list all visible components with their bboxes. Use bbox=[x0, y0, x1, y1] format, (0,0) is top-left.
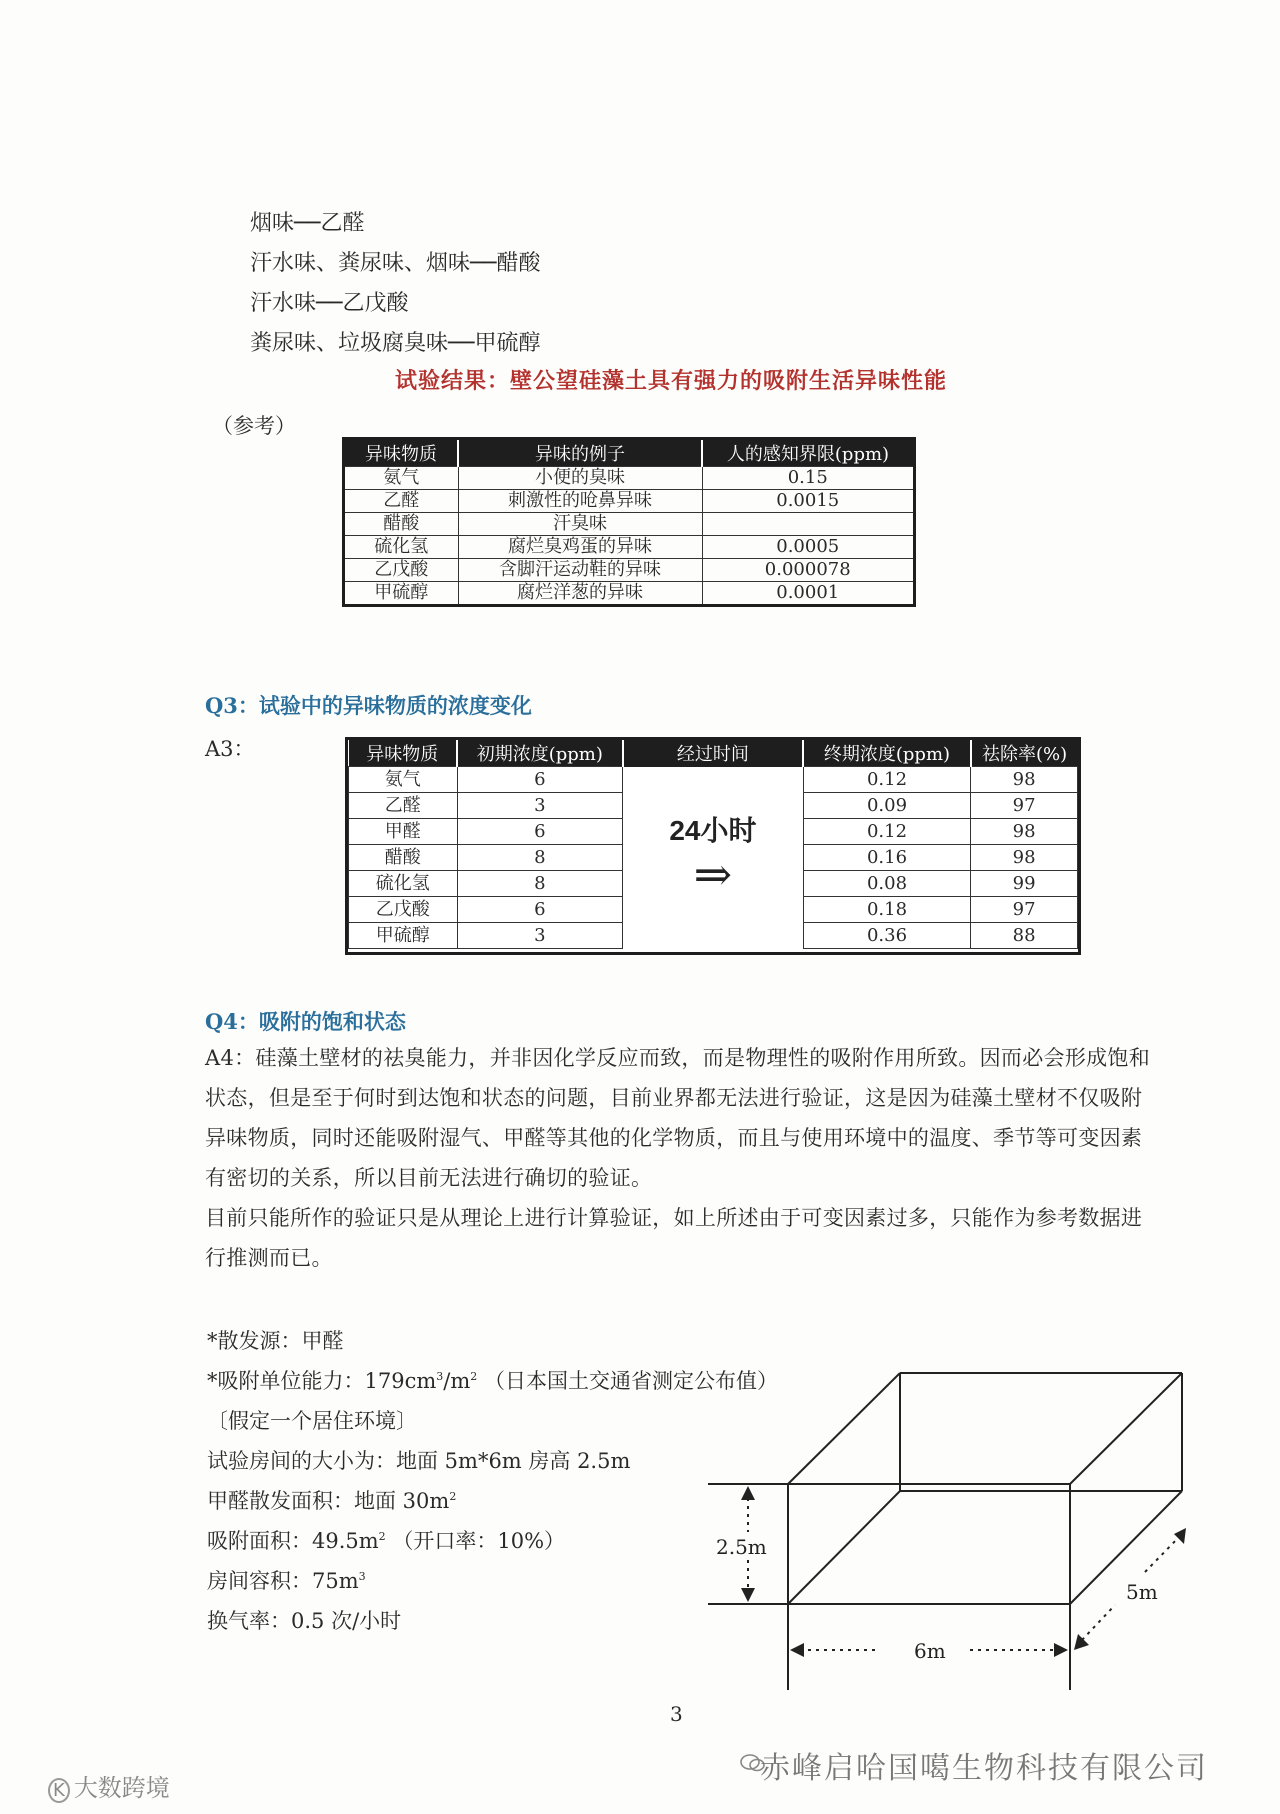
table-cell: 腐烂臭鸡蛋的异味 bbox=[458, 536, 702, 559]
table-header: 异味的例子 bbox=[458, 439, 702, 467]
table-cell: 乙戊酸 bbox=[344, 559, 459, 582]
depth-label: 5m bbox=[1126, 1580, 1158, 1604]
table-cell: 98 bbox=[971, 845, 1078, 871]
room-front-face bbox=[788, 1484, 1070, 1604]
table-header: 祛除率(%) bbox=[971, 740, 1078, 767]
table-cell: 乙戊酸 bbox=[349, 897, 458, 923]
right-arrow-icon: ⇒ bbox=[693, 847, 733, 901]
room-volume bbox=[207, 1565, 366, 1595]
table-cell: 0.0015 bbox=[702, 490, 915, 513]
table-cell: 6 bbox=[457, 819, 623, 845]
table-cell: 0.15 bbox=[702, 467, 915, 490]
room-volume-text: 房间容积：75m bbox=[207, 1569, 359, 1593]
arrowhead-icon bbox=[741, 1588, 755, 1602]
table-header: 经过时间 bbox=[623, 740, 804, 767]
table-cell: 0.18 bbox=[803, 897, 971, 923]
a3-label: A3： bbox=[205, 737, 255, 761]
table-cell: 乙醛 bbox=[344, 490, 459, 513]
table-cell: 0.12 bbox=[803, 819, 971, 845]
table-cell: 氨气 bbox=[344, 467, 459, 490]
table-cell: 甲醛 bbox=[349, 819, 458, 845]
table-cell: 硫化氢 bbox=[344, 536, 459, 559]
table-cell: 醋酸 bbox=[349, 845, 458, 871]
table-cell: 甲硫醇 bbox=[349, 923, 458, 949]
table-cell: 98 bbox=[971, 767, 1078, 793]
site-watermark bbox=[48, 1768, 170, 1803]
elapsed-time-label: 24小时 bbox=[669, 815, 757, 846]
odor-threshold-table bbox=[342, 437, 916, 607]
capacity-text: *吸附单位能力：179cm bbox=[207, 1369, 437, 1393]
result-title: 试验结果：壁公望硅藻土具有强力的吸附生活异味性能 bbox=[395, 368, 948, 394]
table-cell: 88 bbox=[971, 923, 1078, 949]
odor-line-3: 汗水味──乙戊酸 bbox=[250, 291, 409, 316]
table-cell: 8 bbox=[457, 845, 623, 871]
q4-heading: Q4：吸附的饱和状态 bbox=[205, 1009, 406, 1034]
table-cell bbox=[702, 513, 915, 536]
odor-line-1: 烟味──乙醛 bbox=[250, 211, 365, 236]
table-header-row bbox=[349, 740, 1078, 767]
arrowhead-icon bbox=[741, 1486, 755, 1500]
table-row bbox=[344, 536, 915, 559]
table-cell: 0.0001 bbox=[702, 582, 915, 606]
table-cell: 8 bbox=[457, 871, 623, 897]
table-cell: 0.12 bbox=[803, 767, 971, 793]
table-cell: 小便的臭味 bbox=[458, 467, 702, 490]
concentration-table bbox=[348, 740, 1078, 949]
height-label: 2.5m bbox=[716, 1535, 767, 1559]
table-cell: 0.09 bbox=[803, 793, 971, 819]
page-number: 3 bbox=[670, 1702, 683, 1726]
arrowhead-icon bbox=[1174, 1528, 1186, 1544]
table-row bbox=[344, 559, 915, 582]
logo-icon: K bbox=[48, 1778, 70, 1803]
odor-line-4: 粪尿味、垃圾腐臭味──甲硫醇 bbox=[250, 331, 541, 356]
site-watermark-text: 大数跨境 bbox=[73, 1774, 170, 1802]
table-cell: 汗臭味 bbox=[458, 513, 702, 536]
superscript: 3 bbox=[358, 1570, 366, 1583]
table-cell: 乙醛 bbox=[349, 793, 458, 819]
environment-heading: 〔假定一个居住环境〕 bbox=[207, 1409, 417, 1433]
table-cell: 0.0005 bbox=[702, 536, 915, 559]
table-cell: 6 bbox=[457, 767, 623, 793]
table-cell: 硫化氢 bbox=[349, 871, 458, 897]
elapsed-time-cell bbox=[623, 767, 804, 949]
table-row bbox=[344, 513, 915, 536]
capacity-unit: /m bbox=[443, 1369, 471, 1393]
table-row bbox=[349, 767, 1078, 793]
ventilation-rate: 换气率：0.5 次/小时 bbox=[207, 1609, 402, 1633]
a4-paragraph-1: A4：硅藻土壁材的祛臭能力，并非因化学反应而致，而是物理性的吸附作用所致。因而必会形成饱和状态，但是至于何时到达饱和状态的问题，目前业界都无法进行验证，这是因为硅藻土壁材不仅吸附异味物质，同时还能吸附湿气、甲醛等其他的化学物质，而且与使用环境中的温度、季节等可变因素有密切的关系，所以目前无法进行确切的验证。 bbox=[205, 1046, 1151, 1190]
opening-rate: （开口率：10%） bbox=[385, 1529, 566, 1553]
width-label: 6m bbox=[914, 1639, 946, 1663]
table-cell: 0.08 bbox=[803, 871, 971, 897]
adsorption-capacity bbox=[207, 1365, 778, 1395]
q3-heading: Q3：试验中的异味物质的浓度变化 bbox=[205, 693, 532, 718]
table-cell: 3 bbox=[457, 923, 623, 949]
table-row bbox=[344, 467, 915, 490]
table-header: 初期浓度(ppm) bbox=[457, 740, 623, 767]
company-watermark: 赤峰启哈国噶生物科技有限公司 bbox=[760, 1751, 1208, 1786]
superscript: 2 bbox=[378, 1530, 386, 1543]
table-header-row bbox=[344, 439, 915, 467]
table-row bbox=[344, 582, 915, 606]
table-header: 人的感知界限(ppm) bbox=[702, 439, 915, 467]
emission-source: *散发源：甲醛 bbox=[207, 1329, 344, 1353]
room-diagram bbox=[700, 1360, 1200, 1700]
room-size: 试验房间的大小为：地面 5m*6m 房高 2.5m bbox=[207, 1449, 631, 1473]
table-row bbox=[344, 490, 915, 513]
adsorption-area bbox=[207, 1525, 565, 1555]
reference-note: （参考） bbox=[212, 414, 296, 438]
room-edge bbox=[788, 1491, 900, 1604]
table-cell: 醋酸 bbox=[344, 513, 459, 536]
table-cell: 3 bbox=[457, 793, 623, 819]
table-cell: 0.16 bbox=[803, 845, 971, 871]
table-cell: 0.36 bbox=[803, 923, 971, 949]
adsorption-area-text: 吸附面积：49.5m bbox=[207, 1529, 379, 1553]
a4-paragraph-2: 目前只能所作的验证只是从理论上进行计算验证，如上所述由于可变因素过多，只能作为参考数据进行推测而已。 bbox=[205, 1206, 1143, 1270]
arrowhead-icon bbox=[1074, 1634, 1089, 1650]
table-header: 终期浓度(ppm) bbox=[803, 740, 971, 767]
table-cell: 99 bbox=[971, 871, 1078, 897]
room-edge bbox=[1070, 1373, 1182, 1484]
superscript: 3 bbox=[436, 1370, 444, 1383]
table-cell: 刺激性的呛鼻异味 bbox=[458, 490, 702, 513]
concentration-table-frame bbox=[345, 737, 1081, 955]
room-edge bbox=[788, 1373, 900, 1484]
odor-line-2: 汗水味、粪尿味、烟味──醋酸 bbox=[250, 251, 541, 276]
table-cell: 97 bbox=[971, 793, 1078, 819]
table-cell: 甲硫醇 bbox=[344, 582, 459, 606]
table-cell: 含脚汗运动鞋的异味 bbox=[458, 559, 702, 582]
table-cell: 0.000078 bbox=[702, 559, 915, 582]
table-header: 异味物质 bbox=[344, 439, 459, 467]
superscript: 2 bbox=[470, 1370, 478, 1383]
table-cell: 97 bbox=[971, 897, 1078, 923]
depth-dimension-line bbox=[1082, 1605, 1115, 1640]
superscript: 2 bbox=[449, 1490, 457, 1503]
table-cell: 98 bbox=[971, 819, 1078, 845]
arrowhead-icon bbox=[1054, 1643, 1068, 1657]
arrowhead-icon bbox=[790, 1643, 804, 1657]
table-header: 异味物质 bbox=[349, 740, 458, 767]
depth-dimension-line bbox=[1145, 1536, 1180, 1572]
table-cell: 氨气 bbox=[349, 767, 458, 793]
emission-area bbox=[207, 1485, 456, 1515]
capacity-note: （日本国土交通省测定公布值） bbox=[477, 1369, 778, 1393]
table-cell: 6 bbox=[457, 897, 623, 923]
table-cell: 腐烂洋葱的异味 bbox=[458, 582, 702, 606]
emission-area-text: 甲醛散发面积：地面 30m bbox=[207, 1489, 450, 1513]
